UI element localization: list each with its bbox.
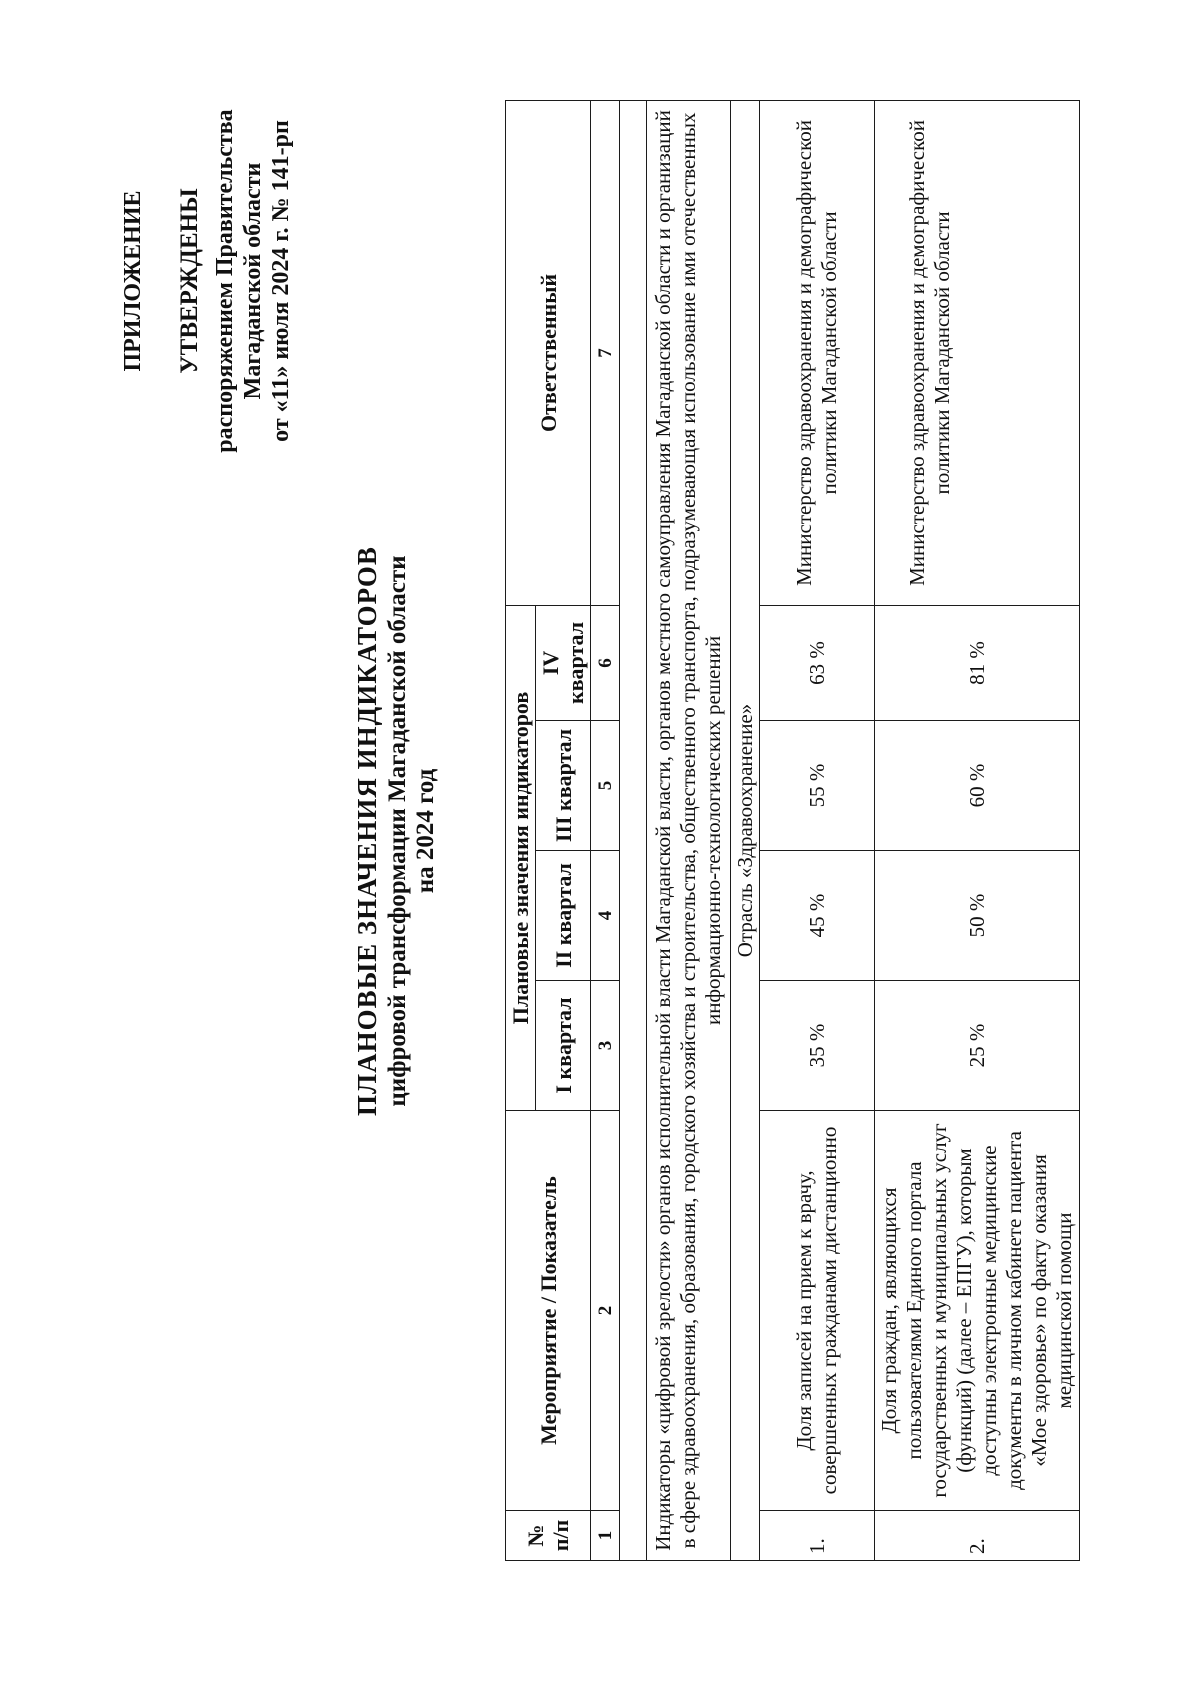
intro-text: Индикаторы «цифровой зрелости» органов исполнительной власти Магаданской власти, органов местного самоуправления Магаданской области и организаций в сфере здравоохранения, образования, городского хозяйства и строительства, общественного транспорта, подразумевающая использование ими отечественных информационно-технологических решений bbox=[647, 100, 731, 1560]
column-number: 2 bbox=[591, 1111, 620, 1511]
row-q2: 45 % bbox=[760, 851, 875, 981]
sector-row bbox=[731, 100, 760, 1560]
row-measure: Доля записей на прием к врачу, совершенных гражданами дистанционно bbox=[760, 1111, 875, 1511]
approved-date: от «11» июля 2024 г. № 141-рп bbox=[268, 120, 294, 442]
row-q3: 60 % bbox=[875, 721, 1080, 851]
header-planned-values: Плановые значения индикаторов bbox=[506, 605, 536, 1110]
spacer-row bbox=[620, 100, 647, 1560]
row-q3: 55 % bbox=[760, 721, 875, 851]
title-line1: ПЛАНОВЫЕ ЗНАЧЕНИЯ ИНДИКАТОРОВ bbox=[352, 546, 382, 1116]
column-number: 4 bbox=[591, 851, 620, 981]
approved-label: УТВЕРЖДЕНЫ bbox=[176, 188, 203, 374]
row-num: 2. bbox=[875, 1511, 1080, 1561]
spacer-cell bbox=[620, 100, 647, 1560]
row-measure: Доля граждан, являющихся пользователями Единого портала государственных и муниципальных услуг (функций) (далее – ЕПГУ), которым доступны электронные медицинские документы в личном кабинете пациента «Мое здоровье» по факту оказания медицинской помощи bbox=[875, 1111, 1080, 1511]
column-number: 3 bbox=[591, 981, 620, 1111]
intro-row bbox=[647, 100, 731, 1560]
row-q4: 63 % bbox=[760, 605, 875, 720]
column-numbers-row bbox=[591, 100, 620, 1560]
row-q1: 25 % bbox=[875, 981, 1080, 1111]
header-q3: III квартал bbox=[536, 721, 591, 851]
header-row bbox=[506, 100, 536, 1560]
header-measure: Мероприятие / Показатель bbox=[506, 1111, 591, 1511]
approval-block bbox=[175, 71, 295, 491]
sector-label: Отрасль «Здравоохранение» bbox=[731, 100, 760, 1560]
row-responsible: Министерство здравоохранения и демографической политики Магаданской области bbox=[875, 100, 1080, 605]
row-q2: 50 % bbox=[875, 851, 1080, 981]
row-q4: 81 % bbox=[875, 605, 1080, 720]
title-line2: цифровой трансформации Магаданской области bbox=[384, 555, 411, 1107]
column-number: 1 bbox=[591, 1511, 620, 1561]
row-num: 1. bbox=[760, 1511, 875, 1561]
header-q4: IV квартал bbox=[536, 605, 591, 720]
approved-by-line1: распоряжением Правительства bbox=[212, 109, 238, 453]
header-q1: I квартал bbox=[536, 981, 591, 1111]
title-line3: на 2024 год bbox=[412, 768, 439, 894]
table-row bbox=[760, 100, 875, 1560]
header-num: № п/п bbox=[506, 1511, 591, 1561]
indicators-table bbox=[505, 100, 1080, 1561]
table-row bbox=[875, 100, 1080, 1560]
approved-by-line2: Магаданской области bbox=[240, 162, 266, 400]
header-q2: II квартал bbox=[536, 851, 591, 981]
document-title bbox=[350, 451, 440, 1211]
column-number: 7 bbox=[591, 100, 620, 605]
header-responsible: Ответственный bbox=[506, 100, 591, 605]
row-responsible: Министерство здравоохранения и демографической политики Магаданской области bbox=[760, 100, 875, 605]
row-q1: 35 % bbox=[760, 981, 875, 1111]
column-number: 6 bbox=[591, 605, 620, 720]
appendix-label: ПРИЛОЖЕНИЕ bbox=[120, 190, 146, 372]
column-number: 5 bbox=[591, 721, 620, 851]
